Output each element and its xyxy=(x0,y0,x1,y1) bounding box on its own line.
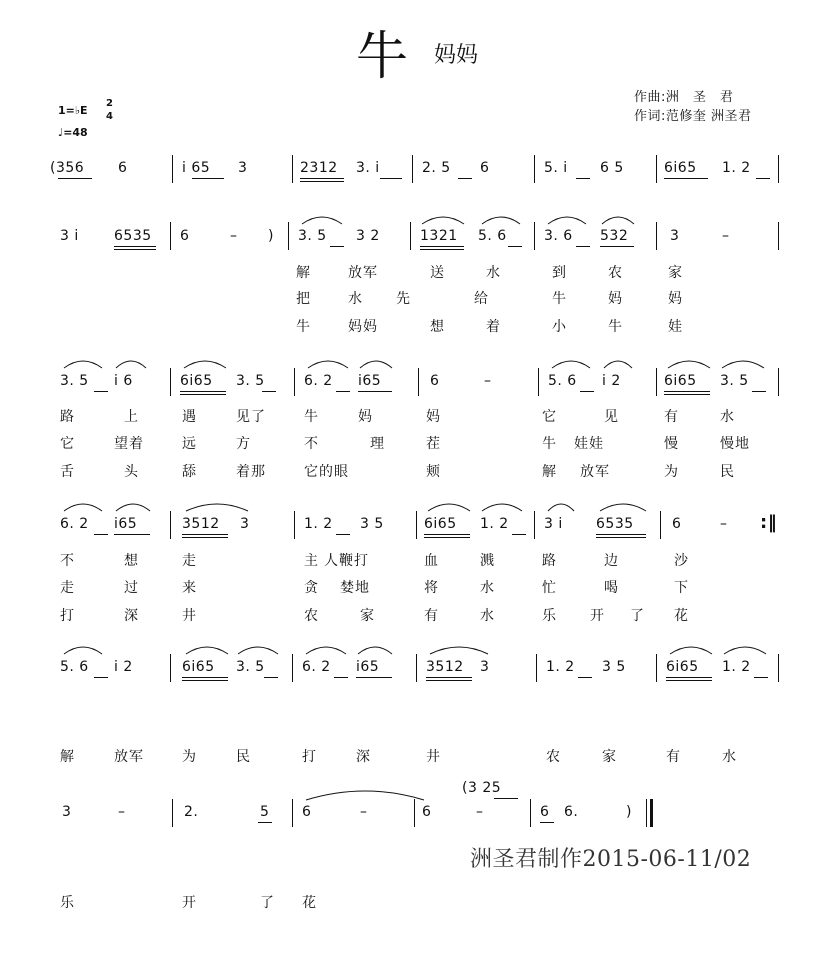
lyric-word: 花 xyxy=(674,608,689,624)
note-group: 5. 6 xyxy=(60,659,89,675)
lyric-word: 路 xyxy=(542,553,557,569)
underline-beam xyxy=(540,822,554,823)
lyric-word: 农 xyxy=(546,749,561,765)
lyric-word: 打 xyxy=(60,608,75,624)
lyric-word: 水 xyxy=(722,749,737,765)
lyric-word: 牛 xyxy=(552,291,567,307)
lyric-word: 妈妈 xyxy=(348,319,378,335)
slur-mark xyxy=(184,499,250,513)
note-group: – xyxy=(484,373,492,389)
tempo-marking: ♩=48 xyxy=(58,126,88,139)
note-group: – xyxy=(476,804,484,820)
note-group: 6 xyxy=(480,160,490,176)
underline-beam xyxy=(580,391,594,392)
lyricist-credit: 作词:范修奎 洲圣君 xyxy=(634,109,752,124)
note-group: (356 xyxy=(50,160,85,176)
note-group: i65 xyxy=(356,659,380,675)
slur-mark xyxy=(598,499,648,513)
lyric-word: 放军 xyxy=(114,749,144,765)
underline-beam xyxy=(424,537,470,538)
barline xyxy=(294,368,295,396)
note-group: 6 xyxy=(430,373,440,389)
slur-mark xyxy=(62,499,104,513)
slur-mark xyxy=(182,356,228,370)
barline xyxy=(778,368,779,396)
note-group: ) xyxy=(626,804,632,820)
slur-mark xyxy=(114,499,152,513)
note-group: 6 xyxy=(672,516,682,532)
note-group: – xyxy=(118,804,126,820)
underline-beam xyxy=(58,178,92,179)
note-group: 3512 xyxy=(426,659,464,675)
note-group: 6 xyxy=(540,804,550,820)
note-group: – xyxy=(230,228,238,244)
lyric-word: 给 xyxy=(474,291,489,307)
underline-beam xyxy=(508,246,522,247)
lyric-word: 水 xyxy=(720,409,735,425)
lyric-word: 开 xyxy=(590,608,605,624)
note-group: 3 i xyxy=(60,228,79,244)
barline xyxy=(170,368,171,396)
lyric-word: 上 xyxy=(124,409,139,425)
lyric-word: 放军 xyxy=(580,464,610,480)
lyric-word: 望着 xyxy=(114,436,144,452)
barline xyxy=(778,155,779,183)
barline xyxy=(418,368,419,396)
lyric-word: 妈 xyxy=(358,409,373,425)
lyric-word: 它 xyxy=(60,436,75,452)
slur-mark xyxy=(300,212,344,226)
barline xyxy=(656,654,657,682)
note-group: – xyxy=(720,516,728,532)
lyric-word: 农 xyxy=(608,265,623,281)
underline-beam xyxy=(182,534,228,535)
underline-beam xyxy=(258,822,272,823)
note-group: 3 i xyxy=(544,516,563,532)
note-group: 5. 6 xyxy=(548,373,577,389)
lyric-word: 方 xyxy=(236,436,251,452)
lyric-word: 为 xyxy=(664,464,679,480)
lyric-word: 娃 xyxy=(668,319,683,335)
underline-beam xyxy=(576,178,590,179)
slur-mark xyxy=(356,642,394,656)
lyric-word: 民 xyxy=(236,749,251,765)
final-barline xyxy=(650,799,653,827)
barline xyxy=(414,799,415,827)
barline xyxy=(410,222,411,250)
lyric-word: 送 xyxy=(430,265,445,281)
lyric-word: 解 xyxy=(296,265,311,281)
lyric-word: 慢地 xyxy=(720,436,750,452)
note-group: 3. i xyxy=(356,160,380,176)
note-group: i 6 xyxy=(114,373,133,389)
underline-beam xyxy=(182,680,228,681)
note-group: 6. 2 xyxy=(302,659,331,675)
slur-mark xyxy=(668,642,714,656)
barline xyxy=(778,222,779,250)
barline xyxy=(170,511,171,539)
note-group: 6i65 xyxy=(424,516,457,532)
lyric-word: 想 xyxy=(430,319,445,335)
slur-mark xyxy=(480,499,524,513)
lyric-word: 不 xyxy=(304,436,319,452)
note-group: 3 2 xyxy=(356,228,380,244)
note-group: 5. i xyxy=(544,160,568,176)
slur-mark xyxy=(546,212,588,226)
note-group: 6i65 xyxy=(664,373,697,389)
note-group: 3. 5 xyxy=(236,659,265,675)
lyric-word: 水 xyxy=(486,265,501,281)
lyric-word: 慢 xyxy=(664,436,679,452)
slur-mark xyxy=(358,356,394,370)
note-group: 3512 xyxy=(182,516,220,532)
note-group: 1. 2 xyxy=(480,516,509,532)
slur-mark xyxy=(114,356,148,370)
lyric-word: 小 xyxy=(552,319,567,335)
underline-beam xyxy=(600,246,634,247)
maker-signature: 洲圣君制作2015-06-11/02 xyxy=(470,847,752,872)
slur-mark xyxy=(62,356,104,370)
barline xyxy=(660,511,661,539)
lyric-word: 为 xyxy=(182,749,197,765)
note-group: 3 xyxy=(240,516,250,532)
lyric-word: 舔 xyxy=(182,464,197,480)
lyric-word: 放军 xyxy=(348,265,378,281)
note-group: 6 xyxy=(302,804,312,820)
underline-beam xyxy=(180,391,226,392)
barline xyxy=(416,654,417,682)
underline-beam xyxy=(666,680,712,681)
slur-mark xyxy=(546,499,576,513)
lyric-word: 牛 xyxy=(542,436,557,452)
lyric-word: 有 xyxy=(664,409,679,425)
note-group: 3 xyxy=(238,160,248,176)
underline-beam xyxy=(192,178,224,179)
lyric-word: 见 xyxy=(604,409,619,425)
lyric-word: 水 xyxy=(348,291,363,307)
song-title: 牛 xyxy=(356,27,409,87)
lyric-word: 解 xyxy=(60,749,75,765)
barline xyxy=(534,511,535,539)
note-group: 532 xyxy=(600,228,629,244)
underline-beam xyxy=(458,178,472,179)
lyric-word: 牛 xyxy=(296,319,311,335)
underline-beam xyxy=(336,391,350,392)
underline-beam xyxy=(420,249,464,250)
underline-beam xyxy=(264,677,278,678)
lyric-word: 过 xyxy=(124,580,139,596)
lyric-word: 开 xyxy=(182,895,197,911)
note-group: 3 5 xyxy=(360,516,384,532)
lyric-word: 乐 xyxy=(60,895,75,911)
lyric-word: 走 xyxy=(60,580,75,596)
lyric-word: 血 xyxy=(424,553,439,569)
underline-beam xyxy=(358,391,392,392)
lyric-word: 茬 xyxy=(426,436,441,452)
note-group: 3 5 xyxy=(602,659,626,675)
underline-beam xyxy=(426,680,472,681)
lyric-word: 将 xyxy=(424,580,439,596)
lyric-word: 颊 xyxy=(426,464,441,480)
lyric-word: 遇 xyxy=(182,409,197,425)
lyric-word: 贪 xyxy=(304,580,319,596)
lyric-word: 娃娃 xyxy=(574,436,604,452)
lyric-word: 了 xyxy=(630,608,645,624)
barline xyxy=(534,222,535,250)
barline xyxy=(538,368,539,396)
lyric-word: 家 xyxy=(668,265,683,281)
lyric-word: 井 xyxy=(426,749,441,765)
lyric-word: 家 xyxy=(360,608,375,624)
barline xyxy=(778,654,779,682)
lyric-word: 路 xyxy=(60,409,75,425)
lyric-word: 深 xyxy=(124,608,139,624)
lyric-word: 把 xyxy=(296,291,311,307)
barline xyxy=(292,654,293,682)
underline-beam xyxy=(114,246,156,247)
lyric-word: 农 xyxy=(304,608,319,624)
underline-beam xyxy=(424,534,470,535)
slur-mark xyxy=(720,356,766,370)
barline xyxy=(288,222,289,250)
note-group: 1. 2 xyxy=(722,659,751,675)
lyric-word: 忙 xyxy=(542,580,557,596)
lyric-word: 理 xyxy=(370,436,385,452)
underline-beam xyxy=(578,677,592,678)
note-group: 1. 2 xyxy=(722,160,751,176)
barline xyxy=(292,799,293,827)
lyric-word: 有 xyxy=(424,608,439,624)
underline-beam xyxy=(754,677,768,678)
barline xyxy=(536,654,537,682)
note-group: 3 xyxy=(670,228,680,244)
note-group: 2. 5 xyxy=(422,160,451,176)
slur-mark xyxy=(666,356,712,370)
lyric-word: 井 xyxy=(182,608,197,624)
song-subtitle: 妈妈 xyxy=(434,43,479,68)
lyric-word: 水 xyxy=(480,580,495,596)
note-group: 5. 6 xyxy=(478,228,507,244)
underline-beam xyxy=(94,677,108,678)
lyric-word: 人鞭打 xyxy=(324,553,369,569)
slur-mark xyxy=(304,786,426,802)
underline-beam xyxy=(182,537,228,538)
underline-beam xyxy=(114,249,156,250)
note-group: ) xyxy=(268,228,274,244)
note-group: 6. xyxy=(564,804,579,820)
slur-mark xyxy=(62,642,104,656)
underline-beam xyxy=(664,178,708,179)
note-group: 6i65 xyxy=(182,659,215,675)
lyric-word: 走 xyxy=(182,553,197,569)
slur-mark xyxy=(722,642,768,656)
key-signature: 1=♭E xyxy=(58,104,88,117)
lyric-word: 溅 xyxy=(480,553,495,569)
lyric-word: 水 xyxy=(480,608,495,624)
underline-beam xyxy=(300,181,344,182)
note-group: i65 xyxy=(358,373,382,389)
note-group: 6 5 xyxy=(600,160,624,176)
note-group: 6i65 xyxy=(666,659,699,675)
underline-beam xyxy=(180,394,226,395)
lyric-word: 边 xyxy=(604,553,619,569)
slur-mark xyxy=(184,642,230,656)
note-group: 1. 2 xyxy=(304,516,333,532)
barline xyxy=(656,155,657,183)
lyric-word: 远 xyxy=(182,436,197,452)
underline-beam xyxy=(494,798,518,799)
slur-mark xyxy=(550,356,592,370)
lyric-word: 深 xyxy=(356,749,371,765)
slur-mark xyxy=(306,356,350,370)
lyric-word: 打 xyxy=(302,749,317,765)
underline-beam xyxy=(94,391,108,392)
underline-beam xyxy=(114,534,150,535)
note-group: 2. xyxy=(184,804,199,820)
note-group: 5 xyxy=(260,804,270,820)
slur-mark xyxy=(600,212,636,226)
lyric-word: 家 xyxy=(602,749,617,765)
underline-beam xyxy=(512,534,526,535)
lyric-word: 先 xyxy=(396,291,411,307)
barline xyxy=(172,799,173,827)
lyric-word: 了 xyxy=(260,895,275,911)
underline-beam xyxy=(300,178,344,179)
note-group: 6 xyxy=(422,804,432,820)
note-group: 6 xyxy=(118,160,128,176)
lyric-word: 下 xyxy=(674,580,689,596)
slur-mark xyxy=(236,642,280,656)
note-group: 6i65 xyxy=(180,373,213,389)
note-group: 3. 5 xyxy=(60,373,89,389)
lyric-word: 它 xyxy=(542,409,557,425)
note-group: i 65 xyxy=(182,160,211,176)
underline-beam xyxy=(380,178,402,179)
barline xyxy=(170,222,171,250)
barline xyxy=(646,799,647,827)
note-group: 3. 6 xyxy=(544,228,573,244)
underline-beam xyxy=(576,246,590,247)
composer-credit: 作曲:洲 圣 君 xyxy=(634,90,734,105)
underline-beam xyxy=(756,178,770,179)
underline-beam xyxy=(666,677,712,678)
note-group: 3. 5 xyxy=(298,228,327,244)
barline xyxy=(534,155,535,183)
note-group: 6. 2 xyxy=(60,516,89,532)
lyric-word: 沙 xyxy=(674,553,689,569)
barline xyxy=(656,368,657,396)
note-group: 3. 5 xyxy=(720,373,749,389)
note-group: i 2 xyxy=(114,659,133,675)
note-group: 3 xyxy=(62,804,72,820)
note-group: i 2 xyxy=(602,373,621,389)
underline-beam xyxy=(426,677,472,678)
underline-beam xyxy=(596,534,646,535)
note-group: 6. 2 xyxy=(304,373,333,389)
underline-beam xyxy=(336,534,350,535)
lyric-word: 婪地 xyxy=(340,580,370,596)
barline xyxy=(294,511,295,539)
underline-beam xyxy=(262,391,276,392)
lyric-word: 来 xyxy=(182,580,197,596)
lyric-word: 着那 xyxy=(236,464,266,480)
note-group: (3 25 xyxy=(462,780,502,796)
underline-beam xyxy=(420,246,464,247)
lyric-word: 主 xyxy=(304,553,319,569)
time-signature-bottom: 4 xyxy=(106,111,113,122)
repeat-sign: :‖ xyxy=(760,512,778,533)
lyric-word: 有 xyxy=(666,749,681,765)
lyric-word: 牛 xyxy=(304,409,319,425)
lyric-word: 妈 xyxy=(426,409,441,425)
underline-beam xyxy=(664,391,710,392)
lyric-word: 着 xyxy=(486,319,501,335)
slur-mark xyxy=(480,212,522,226)
note-group: 3 xyxy=(480,659,490,675)
underline-beam xyxy=(596,537,646,538)
underline-beam xyxy=(182,677,228,678)
lyric-word: 花 xyxy=(302,895,317,911)
note-group: – xyxy=(360,804,368,820)
slur-mark xyxy=(428,642,490,656)
note-group: 1. 2 xyxy=(546,659,575,675)
barline xyxy=(170,654,171,682)
lyric-word: 舌 xyxy=(60,464,75,480)
lyric-word: 民 xyxy=(720,464,735,480)
note-group: – xyxy=(722,228,730,244)
note-group: 6 xyxy=(180,228,190,244)
lyric-word: 头 xyxy=(124,464,139,480)
note-group: 6535 xyxy=(114,228,152,244)
barline xyxy=(172,155,173,183)
lyric-word: 它的眼 xyxy=(304,464,349,480)
note-group: 3. 5 xyxy=(236,373,265,389)
slur-mark xyxy=(420,212,466,226)
underline-beam xyxy=(330,246,344,247)
underline-beam xyxy=(664,394,710,395)
lyric-word: 解 xyxy=(542,464,557,480)
note-group: i65 xyxy=(114,516,138,532)
lyric-word: 喝 xyxy=(604,580,619,596)
barline xyxy=(412,155,413,183)
underline-beam xyxy=(752,391,766,392)
barline xyxy=(656,222,657,250)
underline-beam xyxy=(94,534,108,535)
note-group: 2312 xyxy=(300,160,338,176)
time-signature-top: 2 xyxy=(106,98,113,109)
barline xyxy=(292,155,293,183)
barline xyxy=(530,799,531,827)
underline-beam xyxy=(356,677,392,678)
slur-mark xyxy=(304,642,348,656)
lyric-word: 到 xyxy=(552,265,567,281)
lyric-word: 乐 xyxy=(542,608,557,624)
note-group: 6535 xyxy=(596,516,634,532)
slur-mark xyxy=(602,356,634,370)
barline xyxy=(416,511,417,539)
underline-beam xyxy=(334,677,348,678)
lyric-word: 想 xyxy=(124,553,139,569)
note-group: 1321 xyxy=(420,228,458,244)
note-group: 6i65 xyxy=(664,160,697,176)
lyric-word: 牛 xyxy=(608,319,623,335)
lyric-word: 不 xyxy=(60,553,75,569)
lyric-word: 见了 xyxy=(236,409,266,425)
slur-mark xyxy=(426,499,472,513)
lyric-word: 妈 xyxy=(668,291,683,307)
lyric-word: 妈 xyxy=(608,291,623,307)
